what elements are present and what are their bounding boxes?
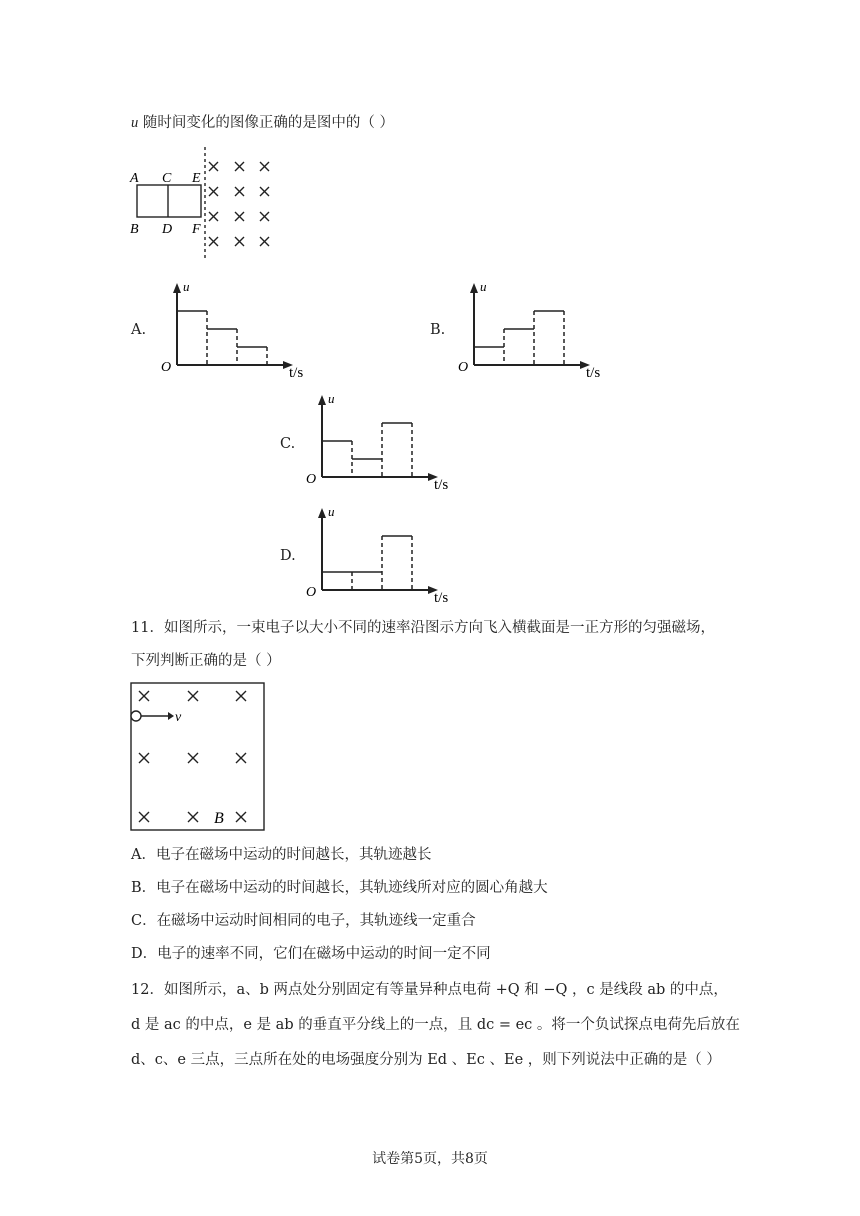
page-footer: 试卷第5页，共8页 <box>372 1151 488 1167</box>
q10-option-d-graph[interactable] <box>300 500 460 610</box>
origin-label: O <box>458 360 469 375</box>
t-axis-label: t/s <box>434 477 449 493</box>
t-axis-label: t/s <box>586 365 601 381</box>
field-crosses <box>209 162 269 246</box>
u-axis-label: u <box>328 391 335 406</box>
q10-option-a-label[interactable]: A. <box>131 322 147 338</box>
q11-option-d[interactable]: D．电子的速率不同，它们在磁场中运动的时间一定不同 <box>131 946 491 962</box>
q11-stem-line2: 下列判断正确的是（ ） <box>131 653 281 669</box>
label-C: C <box>162 171 172 186</box>
q10-option-c-graph[interactable] <box>300 387 460 497</box>
q12-line2: d 是 ac 的中点，e 是 ab 的垂直平分线上的一点，且 dc = ec 。将一个负试探点电荷先后放在 <box>131 1017 740 1033</box>
q11-option-a[interactable]: A．电子在磁场中运动的时间越长，其轨迹越长 <box>131 847 432 863</box>
q11-option-c[interactable]: C．在磁场中运动时间相同的电子，其轨迹线一定重合 <box>131 913 476 929</box>
u-axis-label: u <box>328 504 335 519</box>
origin-label: O <box>306 472 317 487</box>
q10-option-c-label[interactable]: C. <box>280 436 296 452</box>
origin-label: O <box>306 585 317 600</box>
q11-B-label: B <box>214 810 224 827</box>
label-F: F <box>192 222 201 237</box>
t-axis-label: t/s <box>289 365 304 381</box>
t-axis-label: t/s <box>434 590 449 606</box>
q11-option-b[interactable]: B．电子在磁场中运动的时间越长，其轨迹线所对应的圆心角越大 <box>131 880 548 896</box>
q10-intro <box>131 116 394 131</box>
q10-option-b-label[interactable]: B. <box>430 322 446 338</box>
label-E: E <box>192 171 201 186</box>
q10-intro-var: u <box>131 115 139 131</box>
label-D: D <box>162 222 173 237</box>
q12-line3: d、c、e 三点，三点所在处的电场强度分别为 Ed 、Ec 、Ee ，则下列说法中正确的是（ ） <box>131 1052 721 1068</box>
q10-option-d-label[interactable]: D. <box>280 548 296 564</box>
u-axis-label: u <box>480 279 487 294</box>
origin-label: O <box>161 360 172 375</box>
q12-line1: 12．如图所示，a、b 两点处分别固定有等量异种点电荷 +Q 和 −Q ，c 是线段 ab 的中点， <box>131 982 728 998</box>
q10-loop-figure <box>128 145 288 263</box>
q10-intro-text: 随时间变化的图像正确的是图中的（ ） <box>142 115 394 131</box>
q10-option-b-graph[interactable] <box>452 275 612 385</box>
u-axis-label: u <box>183 279 190 294</box>
electron-icon <box>131 711 141 721</box>
q11-field-crosses <box>139 691 246 822</box>
label-B: B <box>130 222 139 237</box>
label-A: A <box>130 171 139 186</box>
q10-option-a-graph[interactable] <box>155 275 315 385</box>
q11-v-label: v <box>175 710 182 725</box>
q11-field-figure <box>130 682 266 832</box>
q11-stem-line1: 11．如图所示，一束电子以大小不同的速率沿图示方向飞入横截面是一正方形的匀强磁场， <box>131 620 715 636</box>
